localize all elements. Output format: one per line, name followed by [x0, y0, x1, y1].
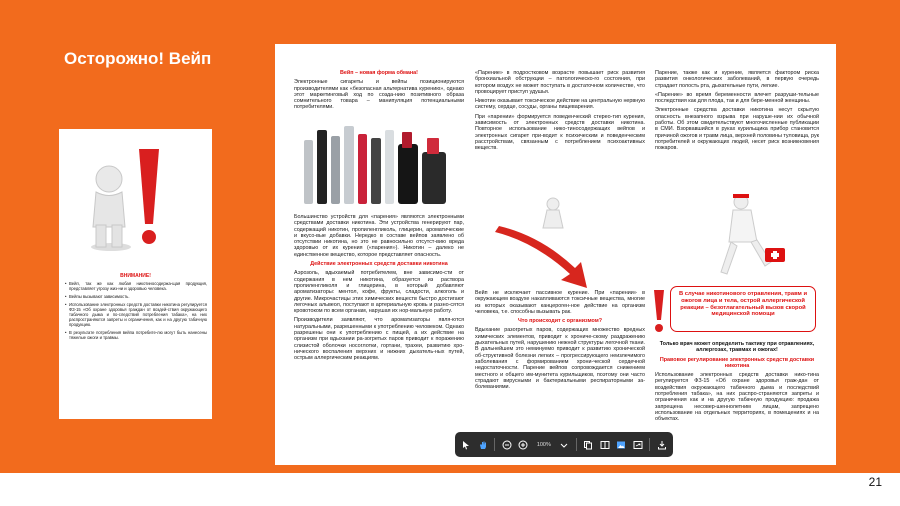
- paragraph: Использование электронных средств доставки нико-тина регулируется ФЗ-15 «Об охране здоровья граж-дан от воздействия окружающего табачного дыма и последствий потребления табака», на них распро-страняются запреты и ограничения как и на другую табачную продукцию: продажа запрещена несовер-шеннолетним лицам, запрещено использование на отдельных территориях, в помещениях и на объектах.: [655, 372, 819, 423]
- toolbar-divider: [649, 438, 650, 451]
- emergency-alert-box: В случае никотинового отравления, травм и ожогов лица и тела, острой аллергической реакции – безотлагательный вызов скорой медицинской помощи: [670, 286, 816, 332]
- page-number: 21: [868, 475, 882, 489]
- hand-tool-icon[interactable]: [478, 438, 489, 451]
- vape-devices-image: [300, 122, 450, 207]
- paragraph: Никотин оказывает токсическое действие на центральную нервную систему, сердце, сосуды, органы пищеварения.: [475, 98, 645, 111]
- brochure-page: [275, 44, 836, 465]
- leaflet-page: [59, 129, 212, 419]
- paragraph: При «парении» формируется поведенческий стерео-тип курения, зависимость от электронных средств доставки никотина. Повторное использование нико-тиносодержащих вейпов и электронных сигарет при-водит к психическим и поведенческим расстройствам, связанным с потреблением психоактивных веществ.: [475, 113, 645, 152]
- fit-width-icon[interactable]: [599, 438, 610, 451]
- zoom-out-icon[interactable]: [501, 438, 512, 451]
- zoom-level[interactable]: 100%: [536, 441, 551, 448]
- heading-action: Действие электронных средств доставки никотина: [310, 261, 448, 268]
- exclamation-icon: [651, 290, 667, 334]
- heading-organism: Что происходит с организмом?: [517, 318, 603, 325]
- list-item: • Использование электронных средств доставки никотина регулируется ФЗ-15 «Об охране здоровья граждан от воздей-ствия окружающего табачного дыма и по-следствий потребления табака», на них распространяются запреты и ограничения, как и на другую табачную продукцию.: [65, 302, 207, 328]
- copy-icon[interactable]: [583, 438, 594, 451]
- chevron-down-icon[interactable]: [559, 438, 570, 451]
- paragraph: Аэрозоль, вдыхаемый потребителем, вне зависимо-сти от содержания в нем никотина, образуется из раствора пропиленгликоля и глицерина, в который добавляют ароматизаторы: ментол, кофе, фрукты, сладости, алкоголь и другие. Микрочастицы этих химических веществ быстро достигают легочных альвеол, поступают в артериальную кровь и разно-сятся кровотоком по всем органам, нарушая их нор-мальную работу.: [294, 270, 464, 315]
- paragraph: Вейп не исключает пассивное курение. При «парении» в окружающем воздухе накапливаются токсичные вещества, многие из которых оказывают канцероген-ное действие на организм человека, т.е. способны вызывать рак.: [475, 290, 645, 315]
- viewer-toolbar: [455, 432, 673, 457]
- paragraph: Электронные сигареты и вейпы позиционируются производителями как «безопасная альтернатива курению», однако этот маркетинговый ход по созда-нию позитивного образа сомнительного товара – манипуляция потенциальными потребителями.: [294, 79, 464, 111]
- fullscreen-icon[interactable]: [633, 438, 644, 451]
- column-1-top: [294, 70, 464, 114]
- paragraph: Парение, также как и курение, является фактором риска развития онкологических заболеваний, в первую очередь страдает полость рта, дыхательные пути, легкие.: [655, 70, 819, 89]
- heading-vape-deception: Вейп – новая форма обмана!: [340, 70, 418, 76]
- list-item: • В результате потребления вейпа потребите-лю могут быть нанесены тяжелые ожоги и травмы.: [65, 330, 207, 340]
- column-3-bottom: [655, 341, 819, 426]
- toolbar-divider: [494, 438, 495, 451]
- paragraph: Вдыхание разогретых паров, содержащих множество вредных химических элементов, приводит к хрониче-скому раздражению дыхательных путей, нарушению нежной структуры легочной ткани. В дальнейшем это неминуемо приводит к развитию хронической об-структивной болезни легких – прогрессирующего неизлечимого заболевания с формированием хрони-ческой сердечной недостаточности. Парение вейпов сопровождается снижением местного и общего им-мунитета курильщиков, поэтому они часто страдают вирусными и бактериальными респираторными за-болеваниями.: [475, 327, 645, 391]
- column-3-top: [655, 70, 819, 155]
- doctor-running-image: [665, 192, 825, 284]
- column-1-bottom: [294, 214, 464, 365]
- paragraph: Электронные средства доставки никотина несут скрытую опасность внезапного взрыва при наруше-нии их обычной работы. Об этом свидетельствуют многочисленные публикации в СМИ. Взорвавшийся в руках курильщика прибор становится причиной ожогов и травм лица, верхней половины туловища, рук потребителей и окружающих людей, несет риск возникновения пожаров.: [655, 107, 819, 152]
- doctor-note: Только врач может определить тактику при отравлениях, аллергозах, травмах и ожогах!: [659, 341, 815, 354]
- column-2-bottom: [475, 290, 645, 393]
- paragraph: Производители заявляют, что ароматизаторы явля-ются натуральными, разрешенными к употреблению человеком. Однако разрешены они к употреблению с пищей, а их действие на организм при вдыхании ра-зогретых паров приводит к поражению слизистой оболочки носоглотки, гортани, трахеи, развитию хро-нического воспаления верхних и нижних дыхатель-ных путей, острым аллергическим реакциям.: [294, 317, 464, 362]
- image-export-icon[interactable]: [616, 438, 627, 451]
- slide-footer: [0, 473, 900, 506]
- column-2-top: [475, 70, 645, 155]
- download-icon[interactable]: [656, 438, 667, 451]
- paragraph: «Парение» во время беременности влечет разруши-тельные последствия как для плода, так и для бере-менной женщины.: [655, 91, 819, 105]
- select-cursor-icon[interactable]: [461, 438, 472, 451]
- toolbar-divider: [576, 438, 577, 451]
- leaflet-warning-title: ВНИМАНИЕ!: [120, 273, 151, 279]
- paragraph: Большинство устройств для «парения» являются электронными средствами доставки никотина. Эти устройства генерируют пар, содержащий никотин, пропиленгликоль, глицерин, ароматические и вкусо-вые добавки. Нередко в составе вейпов заявлено об отсутствии никотина, но это не равносильно отсутст-вию вреда здоровью от их курения («парения»). Никотин – далеко не единственное вещество, которое представляет опасность.: [294, 214, 464, 258]
- figure-with-exclamation-icon: [59, 129, 212, 269]
- leaflet-list: [65, 281, 207, 343]
- paragraph: «Парение» в подростковом возрасте повышает риск развития бронхиальной обструкции – патологическо-го состояния, при котором воздух не может поступать в достаточном количестве, что провоцирует приступ удушья.: [475, 70, 645, 95]
- list-item: • Вейп, так же как любая никотиносодержа-щая продукция, представляет угрозу жиз-ни и здоровью человека.: [65, 281, 207, 291]
- heading-legal: Правовое регулирование электронных средств доставки никотина: [659, 356, 815, 369]
- falling-arrow-figure-image: [475, 192, 645, 292]
- zoom-in-icon[interactable]: [518, 438, 529, 451]
- list-item: • Вейпы вызывают зависимость.: [65, 294, 207, 299]
- slide-title: Осторожно! Вейп: [64, 49, 212, 68]
